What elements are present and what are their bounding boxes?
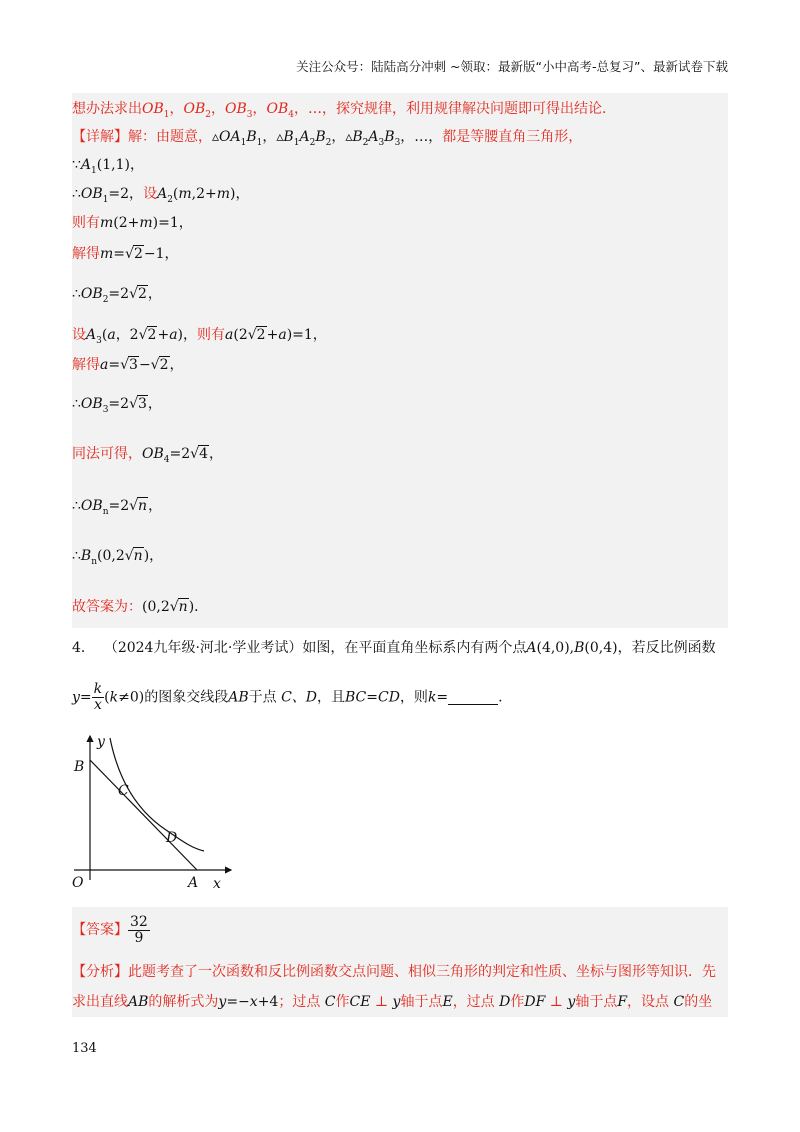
label-b: B <box>74 759 85 775</box>
answer-line: 【答案】 $\frac{32}{9}$ <box>72 913 148 946</box>
step-obn: $\therefore OB_n=2√n$， <box>72 498 163 517</box>
coordinate-figure <box>66 730 236 895</box>
detail-line: 【详解】解：由题意，$▵OA_1B_1$，$▵B_1A_2B_2$，$▵B_2A_3B_3$，…，都是等腰直角三角形， <box>72 129 583 148</box>
step-solve-a: 解得a=√3−√2， <box>72 357 184 373</box>
answer-blank <box>448 690 498 705</box>
analysis-line2: 求出直线AB的解析式为y=−x+4；过点 C作CE ⊥ y轴于点E，过点 D作DF ⊥ y轴于点F，设点 C的坐 <box>72 994 713 1010</box>
label-x: x <box>213 876 221 892</box>
problem-4-line2: y= $\frac{k}{x}$ (k≠0)的图象交线段AB于点 C、D，且BC=CD，则k= . <box>72 681 503 713</box>
step-ob2: $\therefore OB_2=2√2$， <box>72 286 162 305</box>
step-ob4: 同法可得，$OB_4=2√4$， <box>72 446 223 465</box>
step-a3: 设$A_3(a$，2√2+a)，则有a(2√2+a)=1， <box>72 327 327 346</box>
final-answer-line: 故答案为：(0,2√n)． <box>72 599 209 615</box>
solution-intro: 想办法求出$OB_1$，$OB_2$，$OB_3$，$OB_4$，…，探究规律，利用规律解决问题即可得出结论． <box>72 101 616 120</box>
label-d: D <box>166 830 178 846</box>
page-number: 134 <box>72 1041 97 1056</box>
step-equation1: 则有m(2+m)=1， <box>72 215 193 231</box>
step-a1: $\because A_1(1,1)$， <box>72 157 144 176</box>
step-bn: $\therefore B_n(0,2√n)$， <box>72 548 164 567</box>
label-y: y <box>97 734 105 750</box>
analysis-line1: 【分析】此题考查了一次函数和反比例函数交点问题、相似三角形的判定和性质、坐标与图形等知识．先 <box>72 964 716 980</box>
step-solve-m: 解得m=√2−1， <box>72 246 179 262</box>
segment-ab <box>90 760 197 870</box>
problem-4-line1: 4． （2024九年级·河北·学业考试）如图，在平面直角坐标系内有两个点A(4,0),B(0,4)，若反比例函数 <box>72 640 716 656</box>
step-ob3: $\therefore OB_3=2√3$， <box>72 396 162 415</box>
label-a: A <box>188 875 199 891</box>
label-o: O <box>72 875 84 891</box>
page-header: 关注公众号：陆陆高分冲刺 ~领取：最新版“小中高考-总复习”、最新试卷下载 <box>296 59 728 74</box>
step-ob1: $\therefore OB_1=2$，设$A_2(m,2+m)$， <box>72 186 250 205</box>
label-c: C <box>118 783 129 799</box>
